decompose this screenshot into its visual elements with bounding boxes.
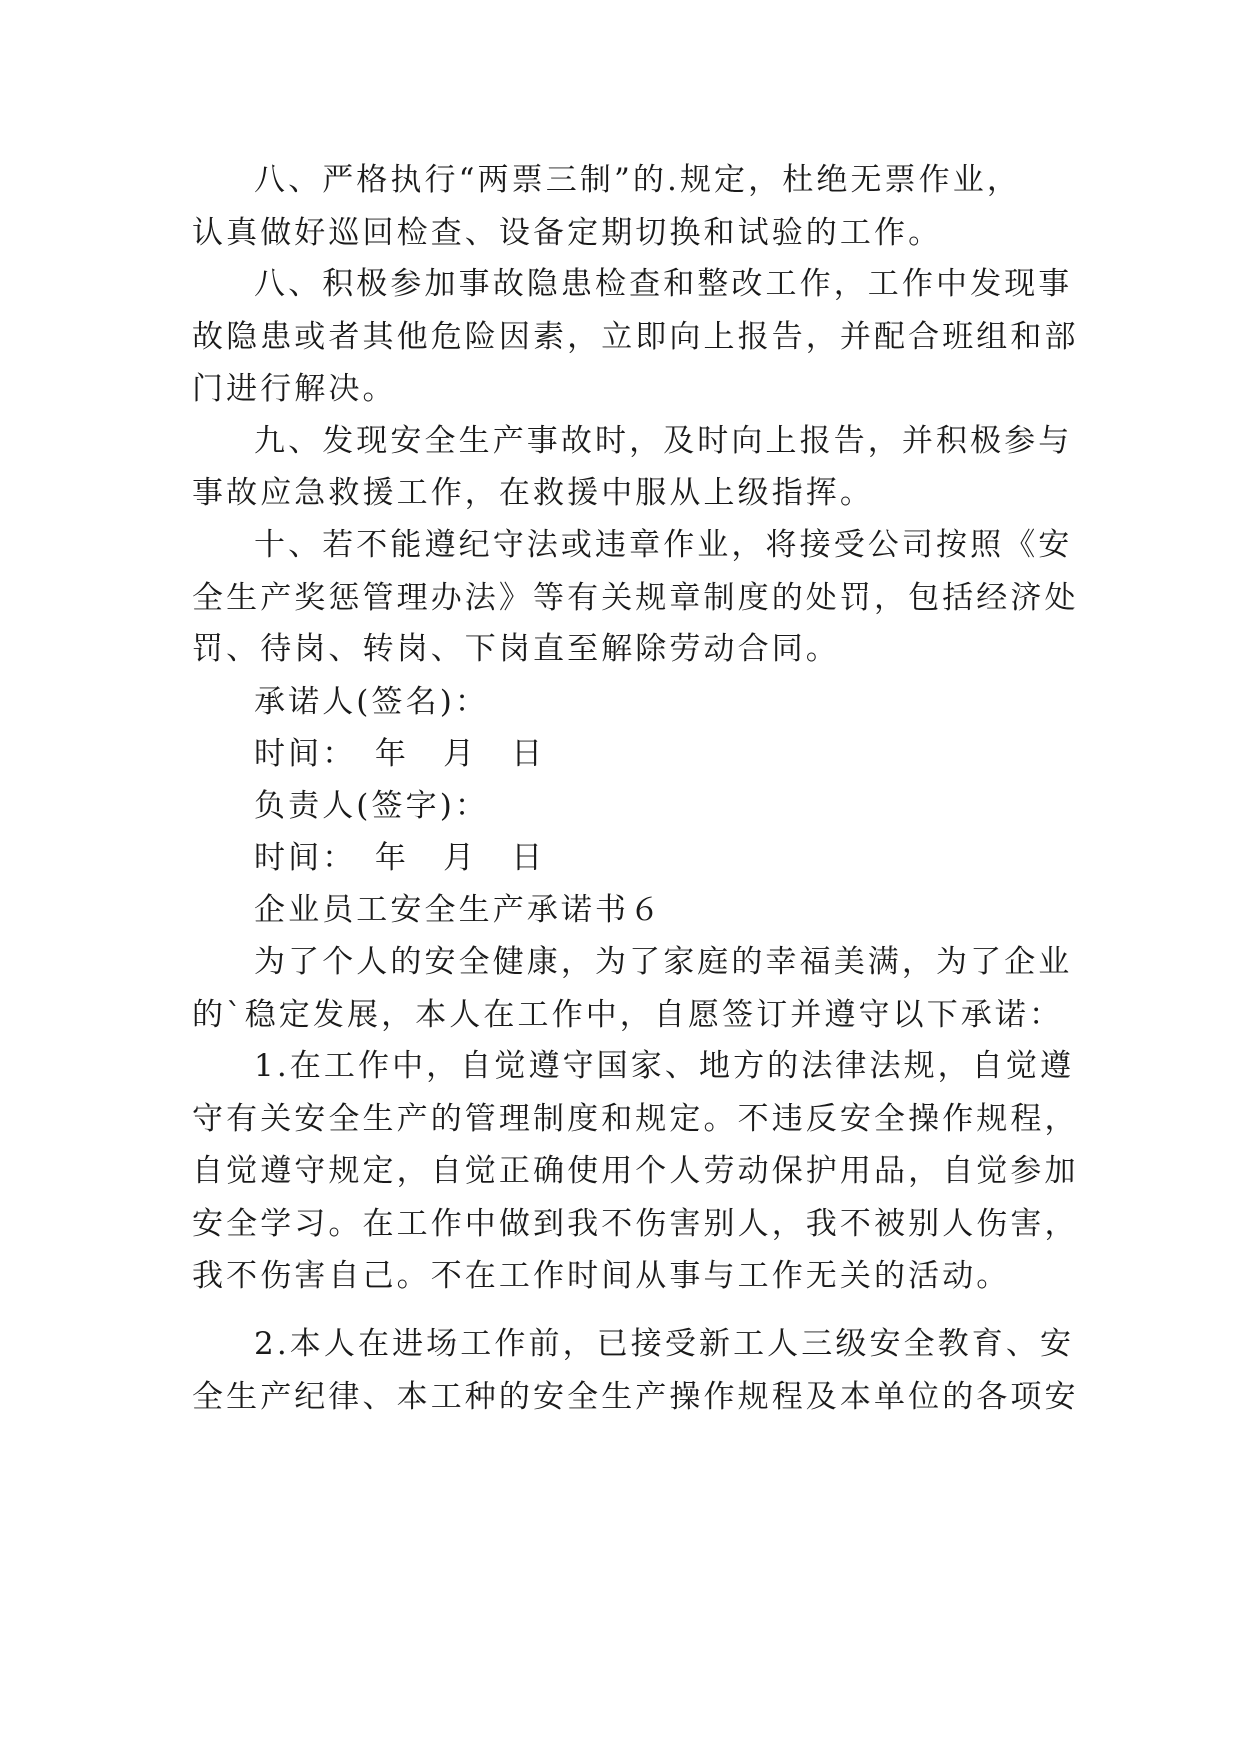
paragraph-line: 罚、待岗、转岗、下岗直至解除劳动合同。 [192, 631, 840, 667]
paragraph-line: 全生产奖惩管理办法》等有关规章制度的处罚，包括经济处 [192, 580, 1079, 616]
paragraph-line: 门进行解决。 [192, 371, 397, 407]
paragraph-line: 全生产纪律、本工种的安全生产操作规程及本单位的各项安 [192, 1379, 1079, 1415]
signature-label-promisor: 承诺人(签名)： [254, 684, 489, 720]
paragraph-line: 事故应急救援工作，在救援中服从上级指挥。 [192, 475, 874, 511]
paragraph-line: 自觉遵守规定，自觉正确使用个人劳动保护用品，自觉参加 [192, 1153, 1079, 1189]
paragraph-line: 八、积极参加事故隐患检查和整改工作，工作中发现事 [254, 266, 1073, 302]
paragraph-line: 1.在工作中，自觉遵守国家、地方的法律法规，自觉遵 [254, 1048, 1075, 1084]
date-line: 时间： 年 月 日 [254, 736, 546, 772]
paragraph-line: 的`稳定发展，本人在工作中，自愿签订并遵守以下承诺： [192, 997, 1064, 1033]
signature-label-responsible: 负责人(签字)： [254, 788, 489, 824]
paragraph-line: 我不伤害自己。不在工作时间从事与工作无关的活动。 [192, 1258, 1011, 1294]
paragraph-line: 九、发现安全生产事故时，及时向上报告，并积极参与 [254, 423, 1073, 459]
paragraph-line: 为了个人的安全健康，为了家庭的幸福美满，为了企业 [254, 944, 1073, 980]
paragraph-line: 2.本人在进场工作前，已接受新工人三级安全教育、安 [254, 1326, 1075, 1362]
paragraph-line: 守有关安全生产的管理制度和规定。不违反安全操作规程， [192, 1101, 1079, 1137]
date-line: 时间： 年 月 日 [254, 840, 546, 876]
paragraph-line: 八、严格执行“两票三制”的.规定，杜绝无票作业， [254, 162, 1021, 198]
paragraph-line: 认真做好巡回检查、设备定期切换和试验的工作。 [192, 215, 943, 251]
paragraph-line: 十、若不能遵纪守法或违章作业，将接受公司按照《安 [254, 527, 1073, 563]
section-title: 企业员工安全生产承诺书６ [254, 892, 664, 928]
paragraph-line: 故隐患或者其他危险因素，立即向上报告，并配合班组和部 [192, 319, 1079, 355]
paragraph-line: 安全学习。在工作中做到我不伤害别人，我不被别人伤害， [192, 1206, 1079, 1242]
